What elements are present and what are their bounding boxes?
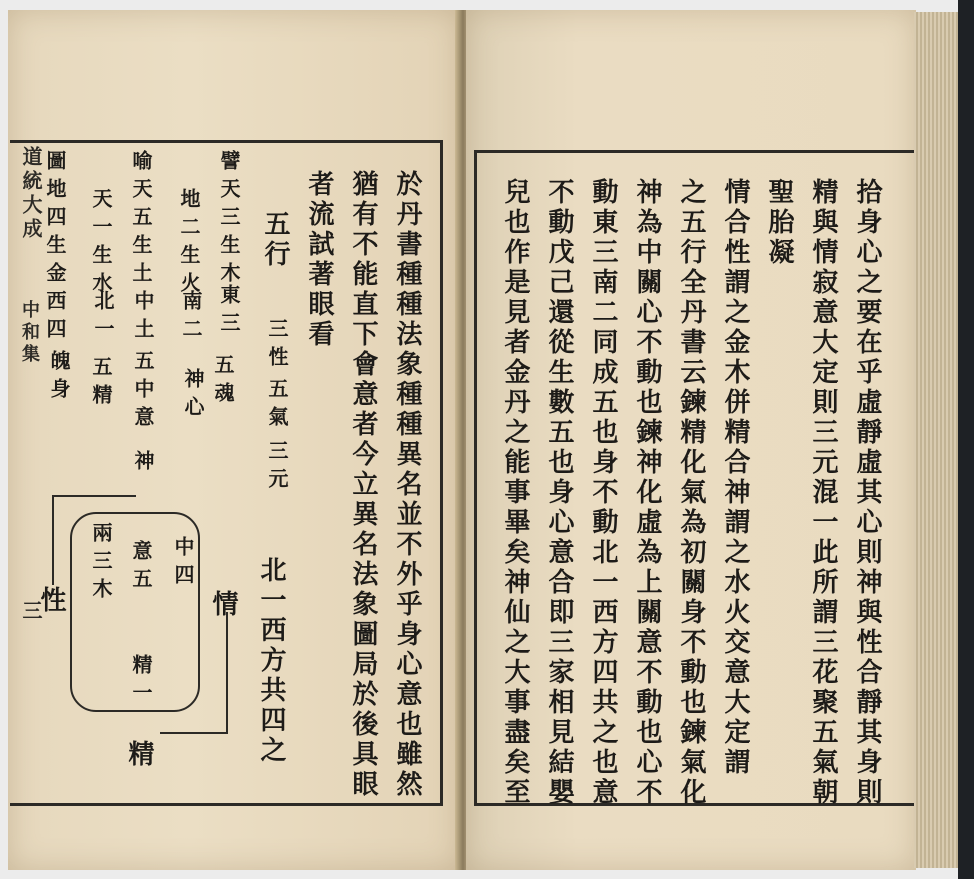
seal-side-text: 兩三木	[89, 522, 113, 606]
right-text-col-1: 拾身心之要在乎虛靜虛其心則神與性合靜其身則	[852, 178, 882, 808]
diagram-row-3-top: 喻天五生土	[129, 150, 153, 290]
page-fore-edge	[914, 12, 960, 868]
diagram-row-1-b: 東三	[217, 284, 241, 340]
diagram-row-2-b: 南二	[179, 290, 203, 346]
diagram-row-3-b: 中土	[131, 290, 155, 346]
diagram-line-top	[52, 495, 136, 497]
diagram-line-right-vertical	[226, 612, 228, 732]
wuxing-note: 北一西方共四之	[256, 556, 286, 766]
right-text-col-2: 精與情寂意大定則三元混一此所謂三花聚五氣朝	[808, 178, 838, 808]
seal-col-3: 精一	[129, 654, 153, 710]
label-jing: 精	[124, 740, 154, 770]
label-qing: 情	[208, 590, 238, 620]
wuxing-heading: 五行	[260, 210, 290, 270]
diagram-row-2-c: 神心	[181, 368, 205, 424]
left-edge-title: 道統大成	[19, 146, 43, 242]
diagram-row-3-d: 神	[131, 450, 155, 478]
diagram-row-5-top: 圖地四生金	[43, 150, 67, 290]
right-text-col-9: 兒也作是見者金丹之能事畢矣神仙之大事盡矣至	[500, 178, 530, 808]
right-text-col-7: 動東三南二同成五也身不動北一西方四共之也意	[588, 178, 618, 808]
diagram-line-bottom	[160, 732, 228, 734]
left-text-col-1: 於丹書種種法象種種異名並不外乎身心意也雖然	[392, 170, 422, 800]
left-text-col-3: 者流試著眼看	[304, 170, 334, 350]
right-text-col-4: 情合性謂之金木併精合神謂之水火交意大定謂	[720, 178, 750, 778]
left-text-col-2: 猶有不能直下會意者今立異名法象圖局於後具眼	[348, 170, 378, 800]
diagram-row-5-c: 魄身	[47, 350, 71, 406]
right-text-col-6: 神為中關心不動也鍊神化虛為上關意不動也心不	[632, 178, 662, 808]
seal-col-1: 中四	[171, 536, 195, 592]
seal-col-2: 意五	[129, 540, 153, 596]
diagram-row-2-top: 地二生火	[177, 188, 201, 300]
sanxing-label: 三性	[265, 318, 289, 374]
right-text-col-3: 聖胎凝	[764, 178, 794, 268]
wuqi-label: 五氣	[265, 378, 289, 434]
background-edge	[958, 0, 974, 879]
left-edge-page: 三	[19, 600, 43, 624]
diagram-row-1-top: 譬天三生木	[217, 150, 241, 290]
diagram-row-1-c: 五魂	[211, 354, 235, 410]
sanyuan-label: 三元	[265, 440, 289, 496]
label-xing: 性	[36, 586, 66, 616]
diagram-row-4-top: 天一生水	[89, 188, 113, 300]
right-text-col-8: 不動戊己還從生數五也身心意合即三家相見結嬰	[544, 178, 574, 808]
diagram-row-4-c: 五精	[89, 356, 113, 412]
diagram-line-left-vertical	[52, 495, 54, 585]
diagram-row-5-b: 西四	[43, 290, 67, 346]
diagram-row-3-c: 五中意	[131, 350, 155, 434]
diagram-row-4-b: 北一	[91, 290, 115, 346]
left-edge-section: 中和集	[19, 300, 40, 366]
right-text-col-5: 之五行全丹書云鍊精化氣為初關身不動也鍊氣化	[676, 178, 706, 808]
